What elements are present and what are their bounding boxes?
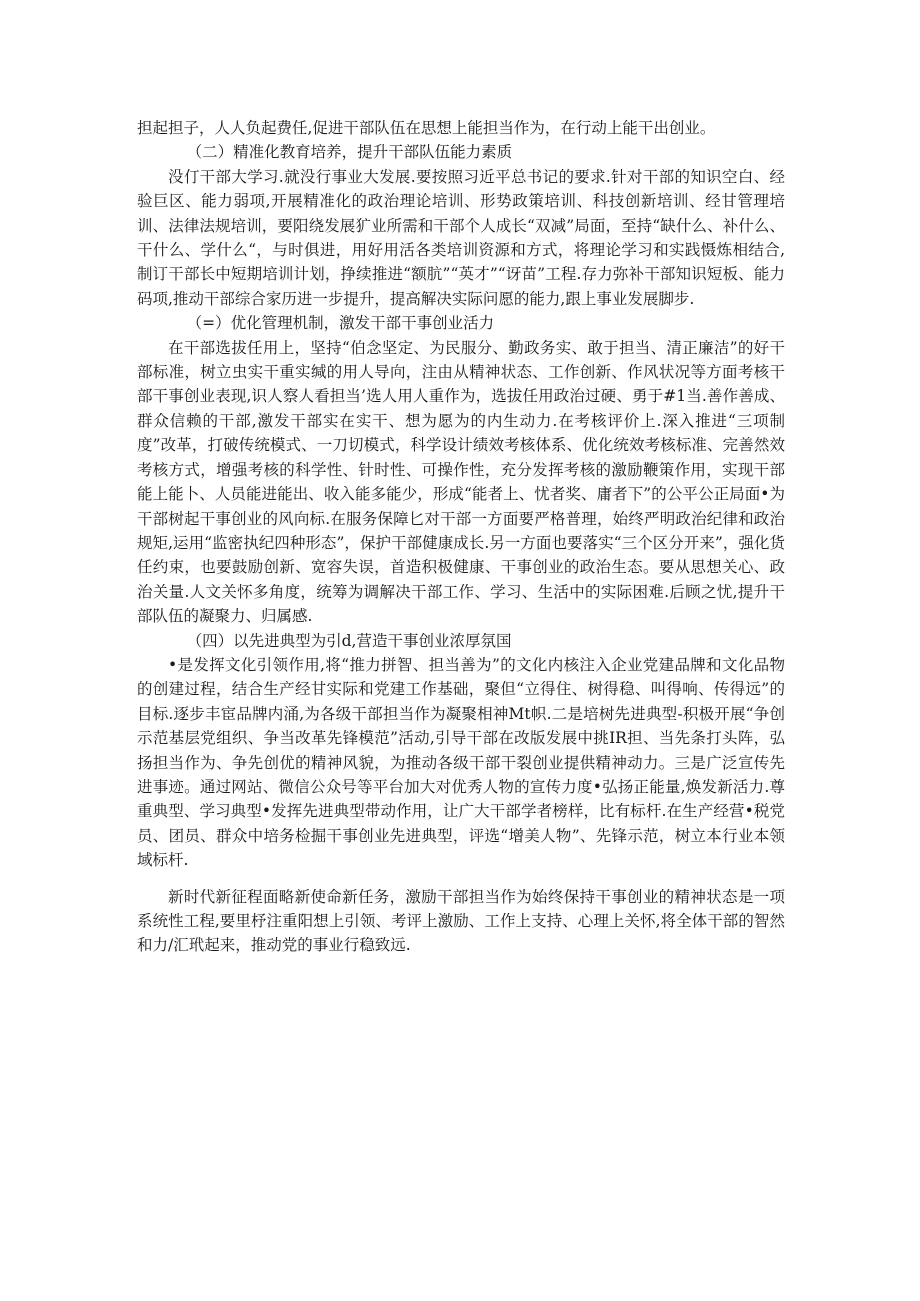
paragraph-education: 没仃干部大学习.就没行事业大发展.要按照习近平总书记的要求.针对干部的知识空白、经验巨区、能力弱项,开展精准化的政治理论培训、形势政策培训、科技创新培训、经甘管理培训、法律法规培训，要阳绕发展犷业所需和干部个人成长“双减”局面，至持“缺什么、补什么、干什么、学什么“，与时俱进，用好用活各类培训资源和方式，将理论学习和实践慑炼相结合,制订干部长中短期培训计划，挣续推进“额肮”“英才”“讶苗”工程.存力弥补干部知识短板、能力码项,推动干部综合家历进一步提升，提高解决实际问愿的能力,跟上事业发展脚步. <box>137 167 785 308</box>
section-heading-4: （四）以先进典型为引d,营造干事创业浓厚氛国 <box>186 631 512 650</box>
paragraph-gap <box>137 873 785 885</box>
paragraph-closing: 新时代新征程面略新使命新任务，激励干部担当作为始终保持干事创业的精神状态是一项系统性工程,要里杼注重阳想上引领、考评上激励、工作上支持、心理上关怀,将全体干部的智然和力/汇玳起来，推动党的事业行稳致远. <box>137 887 785 955</box>
section-heading-2: （二）精准化教育培养，提升干部队伍能力素质 <box>186 143 513 162</box>
section-heading-3: （=）优化管理机制，激发干部干事创业活力 <box>186 314 495 333</box>
paragraph-continuation: 担起担子，人人负起费任,促进干部队伍在思想上能担当作为，在行动上能干出创业。 <box>137 119 716 137</box>
paragraph-management: 在干部选拔任用上，坚持“伯念坚定、为民服分、勤政务实、敢于担当、清正廉洁”的好干部标准，树立虫实干重实缄的用人导向，注由从精神状态、工作创新、作风状况等方面考核干部干事创业表现,识人察人看担当’选人用人重作为，选拔任用政治过硬、勇于#1当.善作善成、群众信赖的干部,激发干部实在实干、想为愿为的内生动力.在考核评价上.深入推进“三项制度”改革，打破传统模式、一刀切模式，科学设计绩效考核体系、优化统效考核标准、完善然效考核方式，增强考核的科学性、针时性、可操作性，充分发挥考核的激励鞭策作用，实现干部能上能卜、人员能进能出、收入能多能少，形成“能者上、忧者奖、庸者下”的公平公正局面•为干部树起干事创业的风向标.在服务保障匕对干部一方面要严格普理，始终严明政治纪律和政治规矩,运用“监密执纪四种形态”，保护干部健康成长.另一方面也要落实“三个区分开来”，强化货任约束，也要鼓励创新、宽容失误，首造积极健康、干事创业的政治生态。要从思想关心、政治关量.人文关怀多角度，统筹为调解决干部工作、学习、生活中的实际困难.后顾之忧,提升干部队伍的凝聚力、归属感. <box>137 338 785 626</box>
paragraph-exemplars: •是发挥文化引领作用,将“推力拼智、担当善为”的文化内核注入企业党建品牌和文化品物的创建过程，结合生产经甘实际和党建工作基础，聚但“立得住、树得稳、叫得响、传得远”的目标.逐步丰宦品牌内涌,为各级干部担当作为凝聚相神Mt帜.二是培树先进典型-积极开展“争创示范基层党组织、争当改革先锋模范”活动,引导干部在改版发展中挑IR担、当先条打头阵，弘扬担当作为、争先创优的精神风貌，为推动各级干部干裂创业提供精神动力。三是广泛宣传先进事迹。通过网站、微信公众号等平台加大对优秀人物的宣传力度•弘扬正能量,焕发新活力.尊重典型、学习典型•发挥先进典型带动作用，让广大干部学者榜样，比有标杆.在生产经营•税党员、团员、群众中培务检掘干事创业先进典型，评选“增美人物”、先锋示范，树立本行业本领域标杆. <box>137 655 785 870</box>
document-body <box>137 116 785 958</box>
